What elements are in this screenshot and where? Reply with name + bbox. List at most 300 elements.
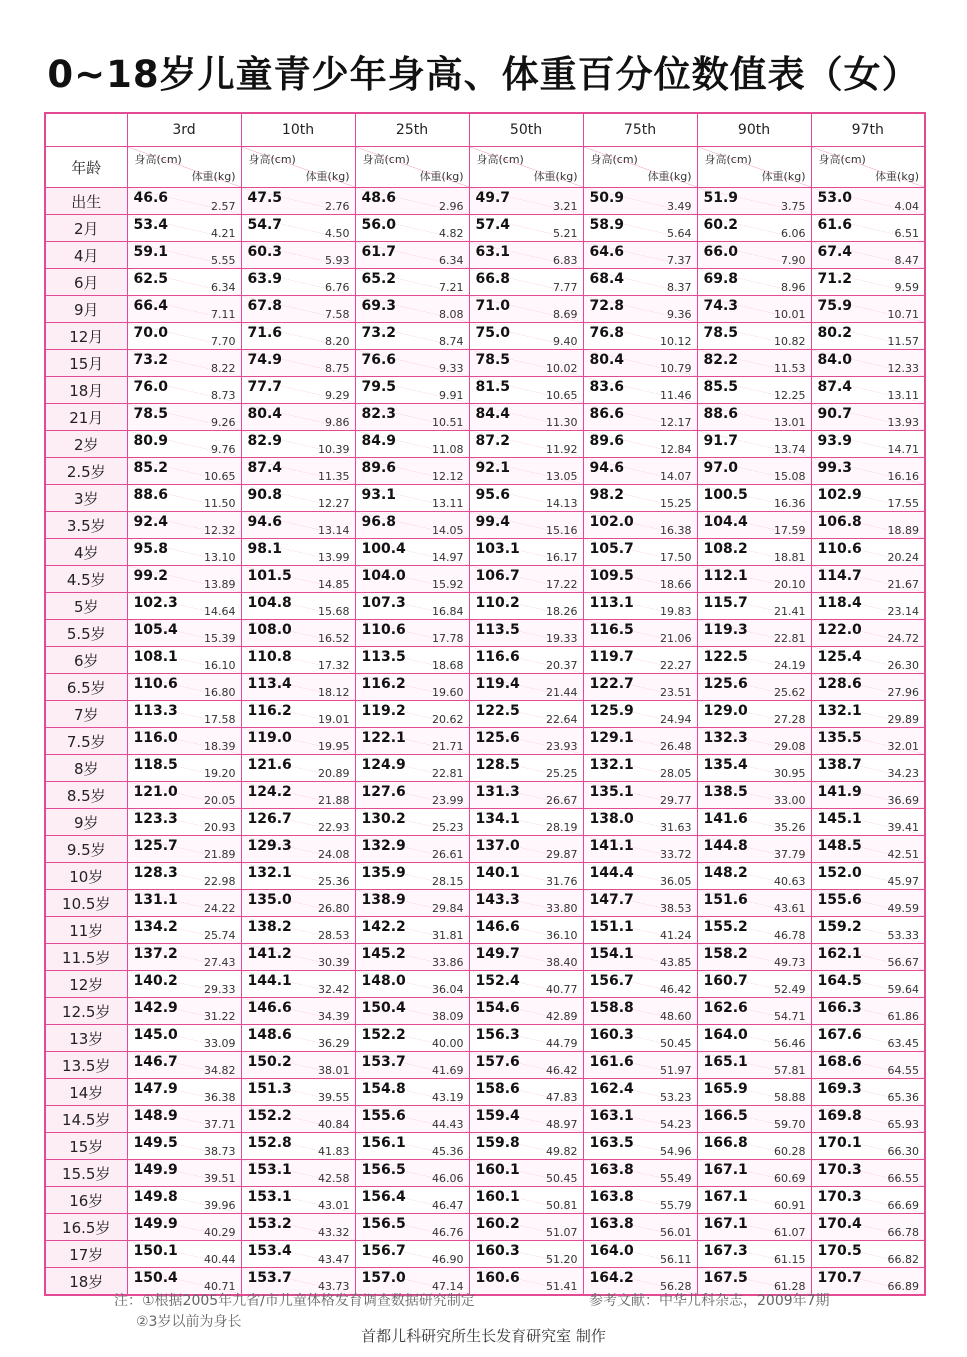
weight-value: 19.60 [432,686,464,699]
weight-value: 63.45 [887,1037,919,1050]
weight-value: 9.26 [211,416,236,429]
height-value: 113.1 [589,595,634,611]
table-row [45,431,925,458]
weight-value: 55.49 [660,1172,692,1185]
value-cell [127,539,241,566]
weight-value: 15.16 [546,524,578,537]
weight-value: 53.33 [887,929,919,942]
weight-value: 17.58 [204,713,236,726]
weight-value: 15.25 [660,497,692,510]
age-cell: 11岁 [45,917,127,944]
value-cell [469,377,583,404]
value-cell [697,782,811,809]
height-value: 135.5 [817,730,862,746]
value-cell [469,971,583,998]
weight-value: 51.97 [660,1064,692,1077]
value-cell [355,296,469,323]
value-cell [127,1187,241,1214]
height-value: 66.4 [133,298,169,314]
height-value: 113.4 [247,676,292,692]
weight-value: 43.47 [318,1253,350,1266]
value-cell [469,431,583,458]
weight-value: 11.57 [887,335,919,348]
height-value: 163.8 [589,1189,634,1205]
weight-value: 25.36 [318,875,350,888]
value-cell [811,998,925,1025]
age-cell: 15.5岁 [45,1160,127,1187]
weight-value: 43.19 [432,1091,464,1104]
weight-value: 8.73 [211,389,236,402]
value-cell [697,539,811,566]
age-cell: 4月 [45,242,127,269]
height-value: 153.7 [361,1054,406,1070]
value-cell [127,674,241,701]
value-cell [127,890,241,917]
height-value: 118.5 [133,757,178,773]
value-cell [583,701,697,728]
height-value: 84.4 [475,406,511,422]
height-value: 153.4 [247,1243,292,1259]
weight-value: 10.65 [546,389,578,402]
weight-value: 38.53 [660,902,692,915]
weight-value: 14.07 [660,470,692,483]
height-value: 58.9 [589,217,625,233]
age-cell: 9月 [45,296,127,323]
weight-value: 59.64 [887,983,919,996]
height-value: 102.0 [589,514,634,530]
height-value: 115.7 [703,595,748,611]
weight-value: 20.10 [774,578,806,591]
value-cell [811,701,925,728]
weight-value: 14.71 [887,443,919,456]
age-cell: 2岁 [45,431,127,458]
value-cell [127,971,241,998]
value-cell [355,539,469,566]
weight-value: 29.87 [546,848,578,861]
value-cell [241,566,355,593]
weight-value: 47.14 [432,1280,464,1293]
value-cell [355,728,469,755]
age-cell: 5.5岁 [45,620,127,647]
table-row [45,188,925,215]
height-value: 163.1 [589,1108,634,1124]
value-cell [241,1025,355,1052]
height-value: 141.1 [589,838,634,854]
height-value: 122.0 [817,622,862,638]
value-cell [697,1187,811,1214]
weight-value: 33.80 [546,902,578,915]
value-cell [469,1106,583,1133]
table-row [45,1214,925,1241]
age-cell: 12.5岁 [45,998,127,1025]
height-value: 150.1 [133,1243,178,1259]
height-value: 170.1 [817,1135,862,1151]
weight-value: 21.67 [887,578,919,591]
value-cell [583,593,697,620]
weight-value: 24.94 [660,713,692,726]
value-cell [811,350,925,377]
value-cell [355,1214,469,1241]
height-value: 148.2 [703,865,748,881]
weight-value: 21.44 [546,686,578,699]
weight-value: 54.96 [660,1145,692,1158]
table-row [45,323,925,350]
height-value: 131.3 [475,784,520,800]
height-value: 156.5 [361,1216,406,1232]
height-value: 149.8 [133,1189,178,1205]
table-row [45,215,925,242]
value-cell [241,1106,355,1133]
height-value: 80.9 [133,433,169,449]
value-cell [355,647,469,674]
weight-value: 3.21 [553,200,578,213]
value-cell [583,1214,697,1241]
height-value: 141.9 [817,784,862,800]
value-cell [355,1241,469,1268]
height-value: 166.3 [817,1000,862,1016]
age-cell: 10岁 [45,863,127,890]
weight-value: 66.55 [887,1172,919,1185]
height-value: 116.6 [475,649,520,665]
weight-value: 13.11 [432,497,464,510]
weight-value: 16.17 [546,551,578,564]
value-cell [697,269,811,296]
weight-value: 19.95 [318,740,350,753]
height-value: 122.5 [475,703,520,719]
height-value: 153.1 [247,1189,292,1205]
age-cell: 14.5岁 [45,1106,127,1133]
height-value: 108.2 [703,541,748,557]
weight-value: 4.21 [211,227,236,240]
weight-value: 17.50 [660,551,692,564]
weight-value: 29.89 [887,713,919,726]
height-value: 63.9 [247,271,283,287]
value-cell [355,242,469,269]
height-value: 125.7 [133,838,178,854]
height-value: 129.1 [589,730,634,746]
table-row [45,539,925,566]
height-value: 151.6 [703,892,748,908]
weight-value: 60.69 [774,1172,806,1185]
height-value: 167.1 [703,1162,748,1178]
height-value: 144.4 [589,865,634,881]
value-cell [811,944,925,971]
weight-value: 25.25 [546,767,578,780]
weight-value: 21.06 [660,632,692,645]
value-cell [127,647,241,674]
value-cell [697,1052,811,1079]
weight-value: 14.05 [432,524,464,537]
table-row [45,1160,925,1187]
age-cell: 17岁 [45,1241,127,1268]
weight-value: 43.61 [774,902,806,915]
weight-value: 66.69 [887,1199,919,1212]
value-cell [583,485,697,512]
weight-value: 18.81 [774,551,806,564]
value-cell [241,350,355,377]
value-cell [697,215,811,242]
height-value: 110.6 [133,676,178,692]
percentile-header: 90th [697,113,811,147]
height-value: 54.7 [247,217,283,233]
value-cell [469,269,583,296]
weight-value: 13.14 [318,524,350,537]
height-value: 47.5 [247,190,283,206]
height-value: 96.8 [361,514,397,530]
value-cell [811,1214,925,1241]
value-cell [241,269,355,296]
weight-value: 39.55 [318,1091,350,1104]
weight-value: 66.82 [887,1253,919,1266]
height-value: 161.6 [589,1054,634,1070]
height-value: 135.4 [703,757,748,773]
weight-value: 36.04 [432,983,464,996]
value-cell [241,998,355,1025]
weight-value: 56.01 [660,1226,692,1239]
height-value: 91.7 [703,433,739,449]
value-cell [241,431,355,458]
weight-value: 31.81 [432,929,464,942]
weight-value: 36.10 [546,929,578,942]
height-value: 170.3 [817,1189,862,1205]
value-cell [469,1187,583,1214]
age-cell: 15岁 [45,1133,127,1160]
weight-value: 53.23 [660,1091,692,1104]
weight-value: 11.30 [546,416,578,429]
value-cell [697,404,811,431]
weight-value: 50.45 [660,1037,692,1050]
weight-value: 11.92 [546,443,578,456]
value-cell [469,728,583,755]
height-value: 76.0 [133,379,169,395]
weight-value: 24.19 [774,659,806,672]
weight-value: 19.20 [204,767,236,780]
value-cell [241,836,355,863]
weight-value: 20.62 [432,713,464,726]
height-value: 164.2 [589,1270,634,1286]
unit-header-cell [355,147,469,188]
weight-value: 42.89 [546,1010,578,1023]
height-value: 137.2 [133,946,178,962]
height-value: 138.0 [589,811,634,827]
height-value: 95.6 [475,487,511,503]
value-cell [355,566,469,593]
age-cell: 4岁 [45,539,127,566]
age-cell: 10.5岁 [45,890,127,917]
height-value: 89.6 [589,433,625,449]
age-cell: 5岁 [45,593,127,620]
value-cell [127,836,241,863]
height-value: 154.8 [361,1081,406,1097]
age-cell: 7岁 [45,701,127,728]
height-value: 122.5 [703,649,748,665]
height-value: 155.6 [817,892,862,908]
age-cell: 12岁 [45,971,127,998]
table-row [45,728,925,755]
weight-value: 13.01 [774,416,806,429]
value-cell [583,269,697,296]
height-value: 86.6 [589,406,625,422]
value-cell [241,863,355,890]
table-row [45,998,925,1025]
value-cell [469,1133,583,1160]
value-cell [355,755,469,782]
value-cell [127,755,241,782]
height-value: 46.6 [133,190,169,206]
height-value: 119.0 [247,730,292,746]
height-value: 106.7 [475,568,520,584]
age-cell: 18月 [45,377,127,404]
weight-value: 34.39 [318,1010,350,1023]
height-value: 75.9 [817,298,853,314]
weight-value: 16.38 [660,524,692,537]
value-cell [241,944,355,971]
height-value: 88.6 [133,487,169,503]
percentile-header: 75th [583,113,697,147]
weight-value: 39.41 [887,821,919,834]
weight-value: 7.11 [211,308,236,321]
value-cell [811,755,925,782]
weight-value: 20.93 [204,821,236,834]
weight-value: 61.07 [774,1226,806,1239]
reference-note: 参考文献：中华儿科杂志，2009年7期 [589,1293,830,1309]
height-value: 76.6 [361,352,397,368]
value-cell [811,647,925,674]
weight-value: 38.09 [432,1010,464,1023]
height-value: 149.7 [475,946,520,962]
weight-value: 32.01 [887,740,919,753]
table-row [45,512,925,539]
value-cell [697,890,811,917]
value-cell [469,296,583,323]
weight-value: 39.51 [204,1172,236,1185]
height-value: 132.1 [589,757,634,773]
value-cell [469,836,583,863]
value-cell [241,1079,355,1106]
height-value: 162.6 [703,1000,748,1016]
weight-value: 27.96 [887,686,919,699]
value-cell [241,1133,355,1160]
age-cell: 8岁 [45,755,127,782]
value-cell [811,269,925,296]
age-cell: 3岁 [45,485,127,512]
height-value: 142.2 [361,919,406,935]
weight-value: 41.69 [432,1064,464,1077]
weight-value: 11.35 [318,470,350,483]
value-cell [811,188,925,215]
weight-value: 9.40 [553,335,578,348]
value-cell [469,809,583,836]
height-value: 79.5 [361,379,397,395]
weight-value: 48.60 [660,1010,692,1023]
value-cell [355,215,469,242]
height-value: 116.2 [247,703,292,719]
height-value: 73.2 [361,325,397,341]
value-cell [127,377,241,404]
height-value: 143.3 [475,892,520,908]
weight-unit-label: 体重(kg) [875,170,919,183]
percentile-header: 97th [811,113,925,147]
age-cell: 6月 [45,269,127,296]
height-value: 105.7 [589,541,634,557]
age-column-header: 年龄 [45,147,127,188]
weight-value: 52.49 [774,983,806,996]
height-value: 167.1 [703,1216,748,1232]
weight-value: 20.89 [318,767,350,780]
height-value: 163.8 [589,1216,634,1232]
value-cell [469,242,583,269]
value-cell [811,242,925,269]
height-value: 99.2 [133,568,169,584]
table-row [45,269,925,296]
value-cell [697,701,811,728]
weight-value: 17.55 [887,497,919,510]
value-cell [355,1187,469,1214]
height-value: 112.1 [703,568,748,584]
height-value: 156.1 [361,1135,406,1151]
value-cell [697,863,811,890]
height-value: 104.8 [247,595,292,611]
height-value: 49.7 [475,190,511,206]
weight-value: 6.06 [781,227,806,240]
weight-value: 16.80 [204,686,236,699]
percentile-header-row [45,113,925,147]
value-cell [583,296,697,323]
table-row [45,404,925,431]
value-cell [127,242,241,269]
height-value: 169.8 [817,1108,862,1124]
value-cell [583,1106,697,1133]
value-cell [811,404,925,431]
height-value: 138.2 [247,919,292,935]
table-row [45,863,925,890]
table-row [45,971,925,998]
height-value: 123.3 [133,811,178,827]
table-row [45,647,925,674]
height-value: 160.2 [475,1216,520,1232]
weight-value: 5.21 [553,227,578,240]
value-cell [583,215,697,242]
value-cell [355,593,469,620]
height-value: 90.7 [817,406,853,422]
weight-value: 3.49 [667,200,692,213]
value-cell [697,458,811,485]
table-row [45,701,925,728]
value-cell [127,269,241,296]
height-value: 146.6 [475,919,520,935]
value-cell [697,593,811,620]
height-value: 60.2 [703,217,739,233]
weight-value: 39.96 [204,1199,236,1212]
height-value: 118.4 [817,595,862,611]
height-value: 162.4 [589,1081,634,1097]
weight-value: 19.01 [318,713,350,726]
weight-value: 33.72 [660,848,692,861]
weight-value: 13.74 [774,443,806,456]
height-value: 98.2 [589,487,625,503]
weight-value: 28.19 [546,821,578,834]
value-cell [811,296,925,323]
age-cell: 13.5岁 [45,1052,127,1079]
value-cell [583,242,697,269]
value-cell [811,836,925,863]
weight-value: 20.05 [204,794,236,807]
height-value: 130.2 [361,811,406,827]
height-value: 48.6 [361,190,397,206]
height-unit-label: 身高(cm) [362,153,410,166]
weight-value: 20.37 [546,659,578,672]
weight-value: 33.86 [432,956,464,969]
